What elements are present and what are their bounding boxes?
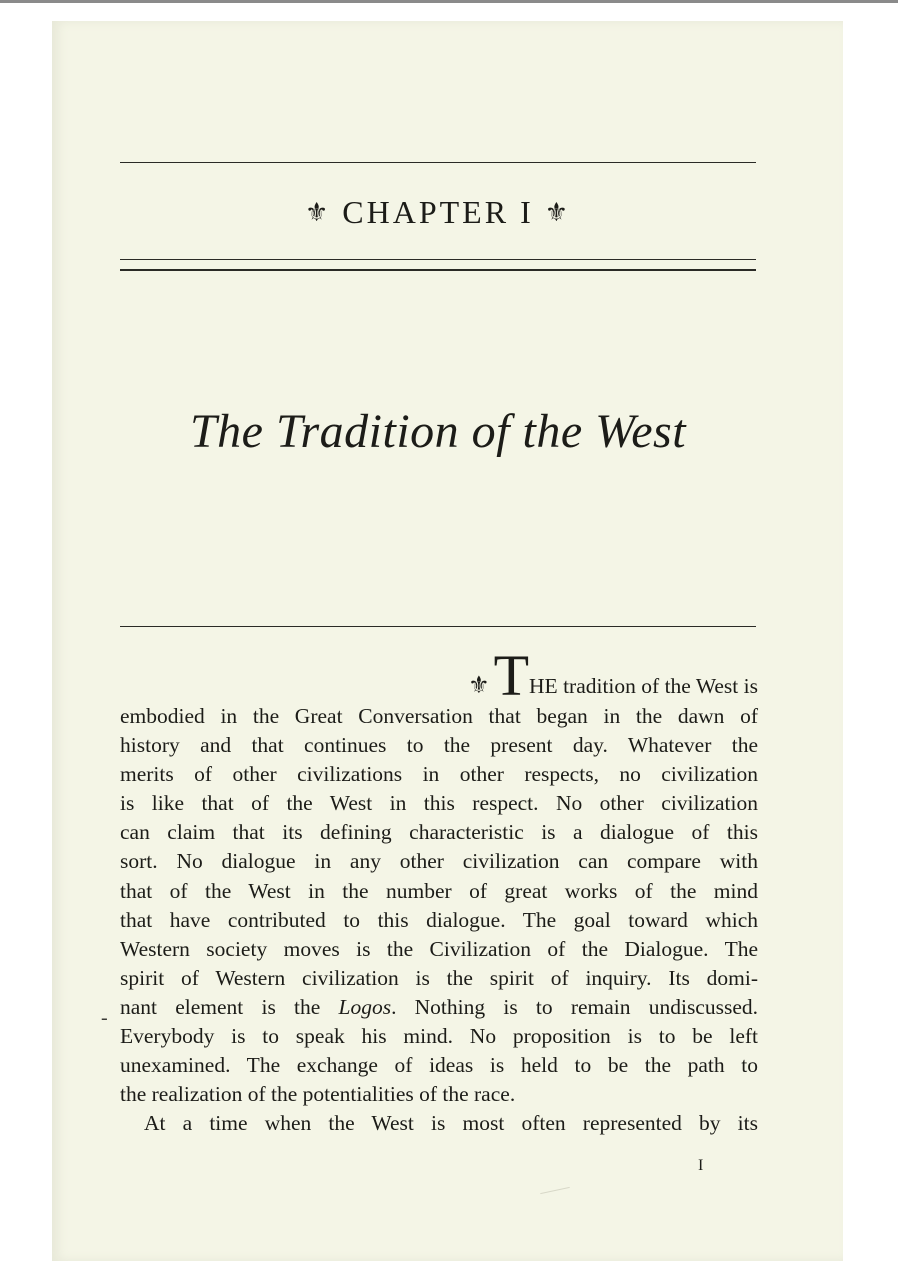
- margin-mark: -: [101, 1007, 108, 1029]
- text-line: Everybody is to speak his mind. No proposition is to be left: [120, 1024, 758, 1049]
- text-line: history and that continues to the present day. Whatever the: [120, 733, 758, 758]
- text-line: spirit of Western civilization is the spirit of inquiry. Its domi-: [120, 965, 758, 990]
- fleuron-left-icon: ⚜: [304, 198, 332, 227]
- body-text: [120, 643, 758, 1138]
- text-line: that have contributed to this dialogue. The goal toward which: [120, 907, 758, 932]
- text-line: unexamined. The exchange of ideas is held to be the path to: [120, 1053, 758, 1078]
- logos-line: [120, 993, 758, 1022]
- opening-line: [120, 643, 758, 708]
- logos-word: Logos: [338, 994, 392, 1019]
- logos-after: . Nothing is to remain undiscussed.: [391, 994, 758, 1019]
- logos-before: nant element is the: [120, 994, 339, 1019]
- top-rule: [120, 162, 756, 163]
- page-number: I: [698, 1157, 704, 1174]
- drop-cap: T: [493, 643, 530, 708]
- chapter-heading: [120, 192, 756, 233]
- opening-word-rest: HE: [529, 674, 558, 698]
- opening-line-text: tradition of the West is: [557, 674, 758, 698]
- text-line: is like that of the West in this respect. No other civilization: [120, 791, 758, 816]
- text-line: Western society moves is the Civilization of the Dialogue. The: [120, 936, 758, 961]
- text-line: embodied in the Great Conversation that began in the dawn of: [120, 704, 758, 728]
- viewer-top-border: [0, 0, 898, 3]
- fleuron-right-icon: ⚜: [544, 198, 572, 227]
- double-rule-upper: [120, 259, 756, 260]
- chapter-label: CHAPTER I: [342, 194, 534, 230]
- text-line: merits of other civilizations in other respects, no civilization: [120, 762, 758, 787]
- text-line: sort. No dialogue in any other civilization can compare with: [120, 849, 758, 874]
- paragraph-last-line: the realization of the potentialities of the race.: [120, 1082, 516, 1107]
- fleuron-icon: ⚜: [468, 673, 490, 699]
- text-line: that of the West in the number of great works of the mind: [120, 878, 758, 903]
- section-rule: [120, 626, 756, 627]
- next-paragraph-line: At a time when the West is most often represented by its: [144, 1111, 758, 1136]
- text-line: can claim that its defining characteristic is a dialogue of this: [120, 820, 758, 845]
- double-rule-lower: [120, 269, 756, 271]
- chapter-title: The Tradition of the West: [189, 405, 687, 458]
